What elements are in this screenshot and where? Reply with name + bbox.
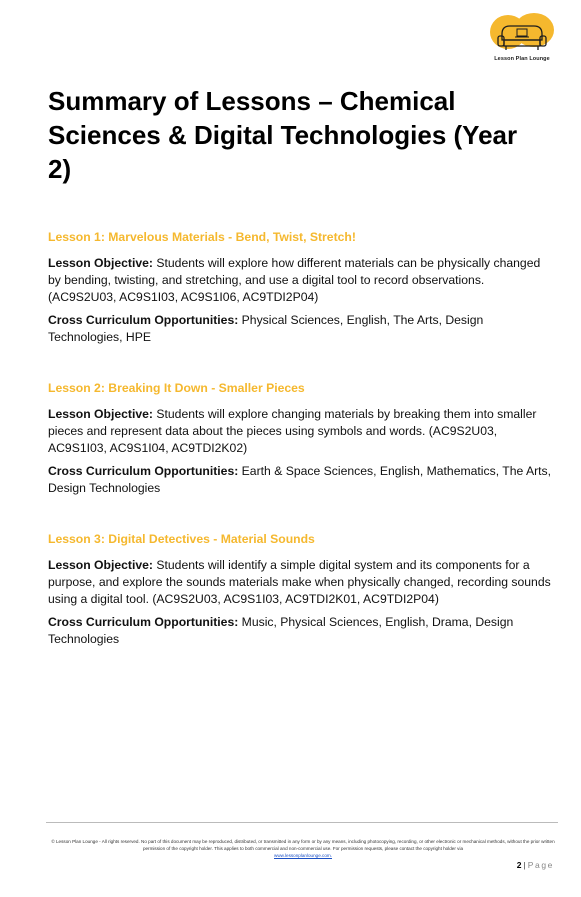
cross-curriculum-text: Earth & Space Sciences, English, Mathematics, The Arts, Design Technologies <box>48 464 552 496</box>
lesson-title: Lesson 1: Marvelous Materials - Bend, Twist, Stretch! <box>48 230 356 244</box>
lesson-section <box>48 531 554 655</box>
cross-curriculum <box>48 614 554 648</box>
footer-copyright <box>48 838 558 859</box>
lesson-title: Lesson 2: Breaking It Down - Smaller Pieces <box>48 381 305 395</box>
cross-curriculum-text: Music, Physical Sciences, English, Drama, Design Technologies <box>48 615 514 647</box>
page-number <box>517 860 554 870</box>
cross-curriculum <box>48 463 554 497</box>
objective-text: Students will identify a simple digital system and its components for a purpose, and explore the sounds materials make when physically changed, recording sounds using a digital tool. (AC9S2U03, AC9S1I03, AC9TDI2K01, AC9TDI2P04) <box>48 558 551 606</box>
lesson-title: Lesson 3: Digital Detectives - Material Sounds <box>48 532 315 546</box>
lesson-section <box>48 380 554 504</box>
lesson-objective <box>48 557 554 607</box>
page-title: Summary of Lessons – Chemical Sciences & Digital Technologies (Year 2) <box>48 86 518 184</box>
brand-name: Lesson Plan Lounge <box>494 56 550 62</box>
page-number-value: 2 <box>516 860 522 870</box>
objective-label: Lesson Objective: <box>48 407 153 421</box>
page-label: Page <box>527 860 554 870</box>
footer-divider <box>46 822 558 823</box>
cross-curriculum-label: Cross Curriculum Opportunities: <box>48 464 239 479</box>
sofa-icon <box>488 12 556 56</box>
cross-curriculum-label: Cross Curriculum Opportunities: <box>48 313 239 328</box>
objective-label: Lesson Objective: <box>48 256 153 270</box>
website-link[interactable]: www.lessonplanlounge.com. <box>274 853 332 858</box>
cross-curriculum-text: Physical Sciences, English, The Arts, Design Technologies, HPE <box>48 313 484 345</box>
objective-label: Lesson Objective: <box>48 558 153 572</box>
objective-text: Students will explore how different materials can be physically changed by bending, twisting, and stretching, and use a digital tool to record observations. (AC9S2U03, AC9S1I03, AC9S1I06, AC9TDI2P04) <box>48 256 541 304</box>
lesson-objective <box>48 406 554 456</box>
copyright-text: © Lesson Plan Lounge - All rights reserved. No part of this document may be reproduced, distributed, or transmitted in any form or by any means, including photocopying, recording, or other electronic or mechanical methods, without the prior written permission of the copyright holder. This applies to both commercial and non-commercial use. For permission requests, please contact the copyright holder via <box>51 839 555 851</box>
lesson-objective <box>48 255 554 305</box>
objective-text: Students will explore changing materials by breaking them into smaller pieces and represent data about the pieces using symbols and words. (AC9S2U03, AC9S1I03, AC9S1I04, AC9TDI2K02) <box>48 407 537 455</box>
lesson-section <box>48 229 554 353</box>
cross-curriculum <box>48 312 554 346</box>
brand-logo <box>488 12 556 66</box>
cross-curriculum-label: Cross Curriculum Opportunities: <box>48 615 239 630</box>
page-separator: | <box>523 860 526 870</box>
